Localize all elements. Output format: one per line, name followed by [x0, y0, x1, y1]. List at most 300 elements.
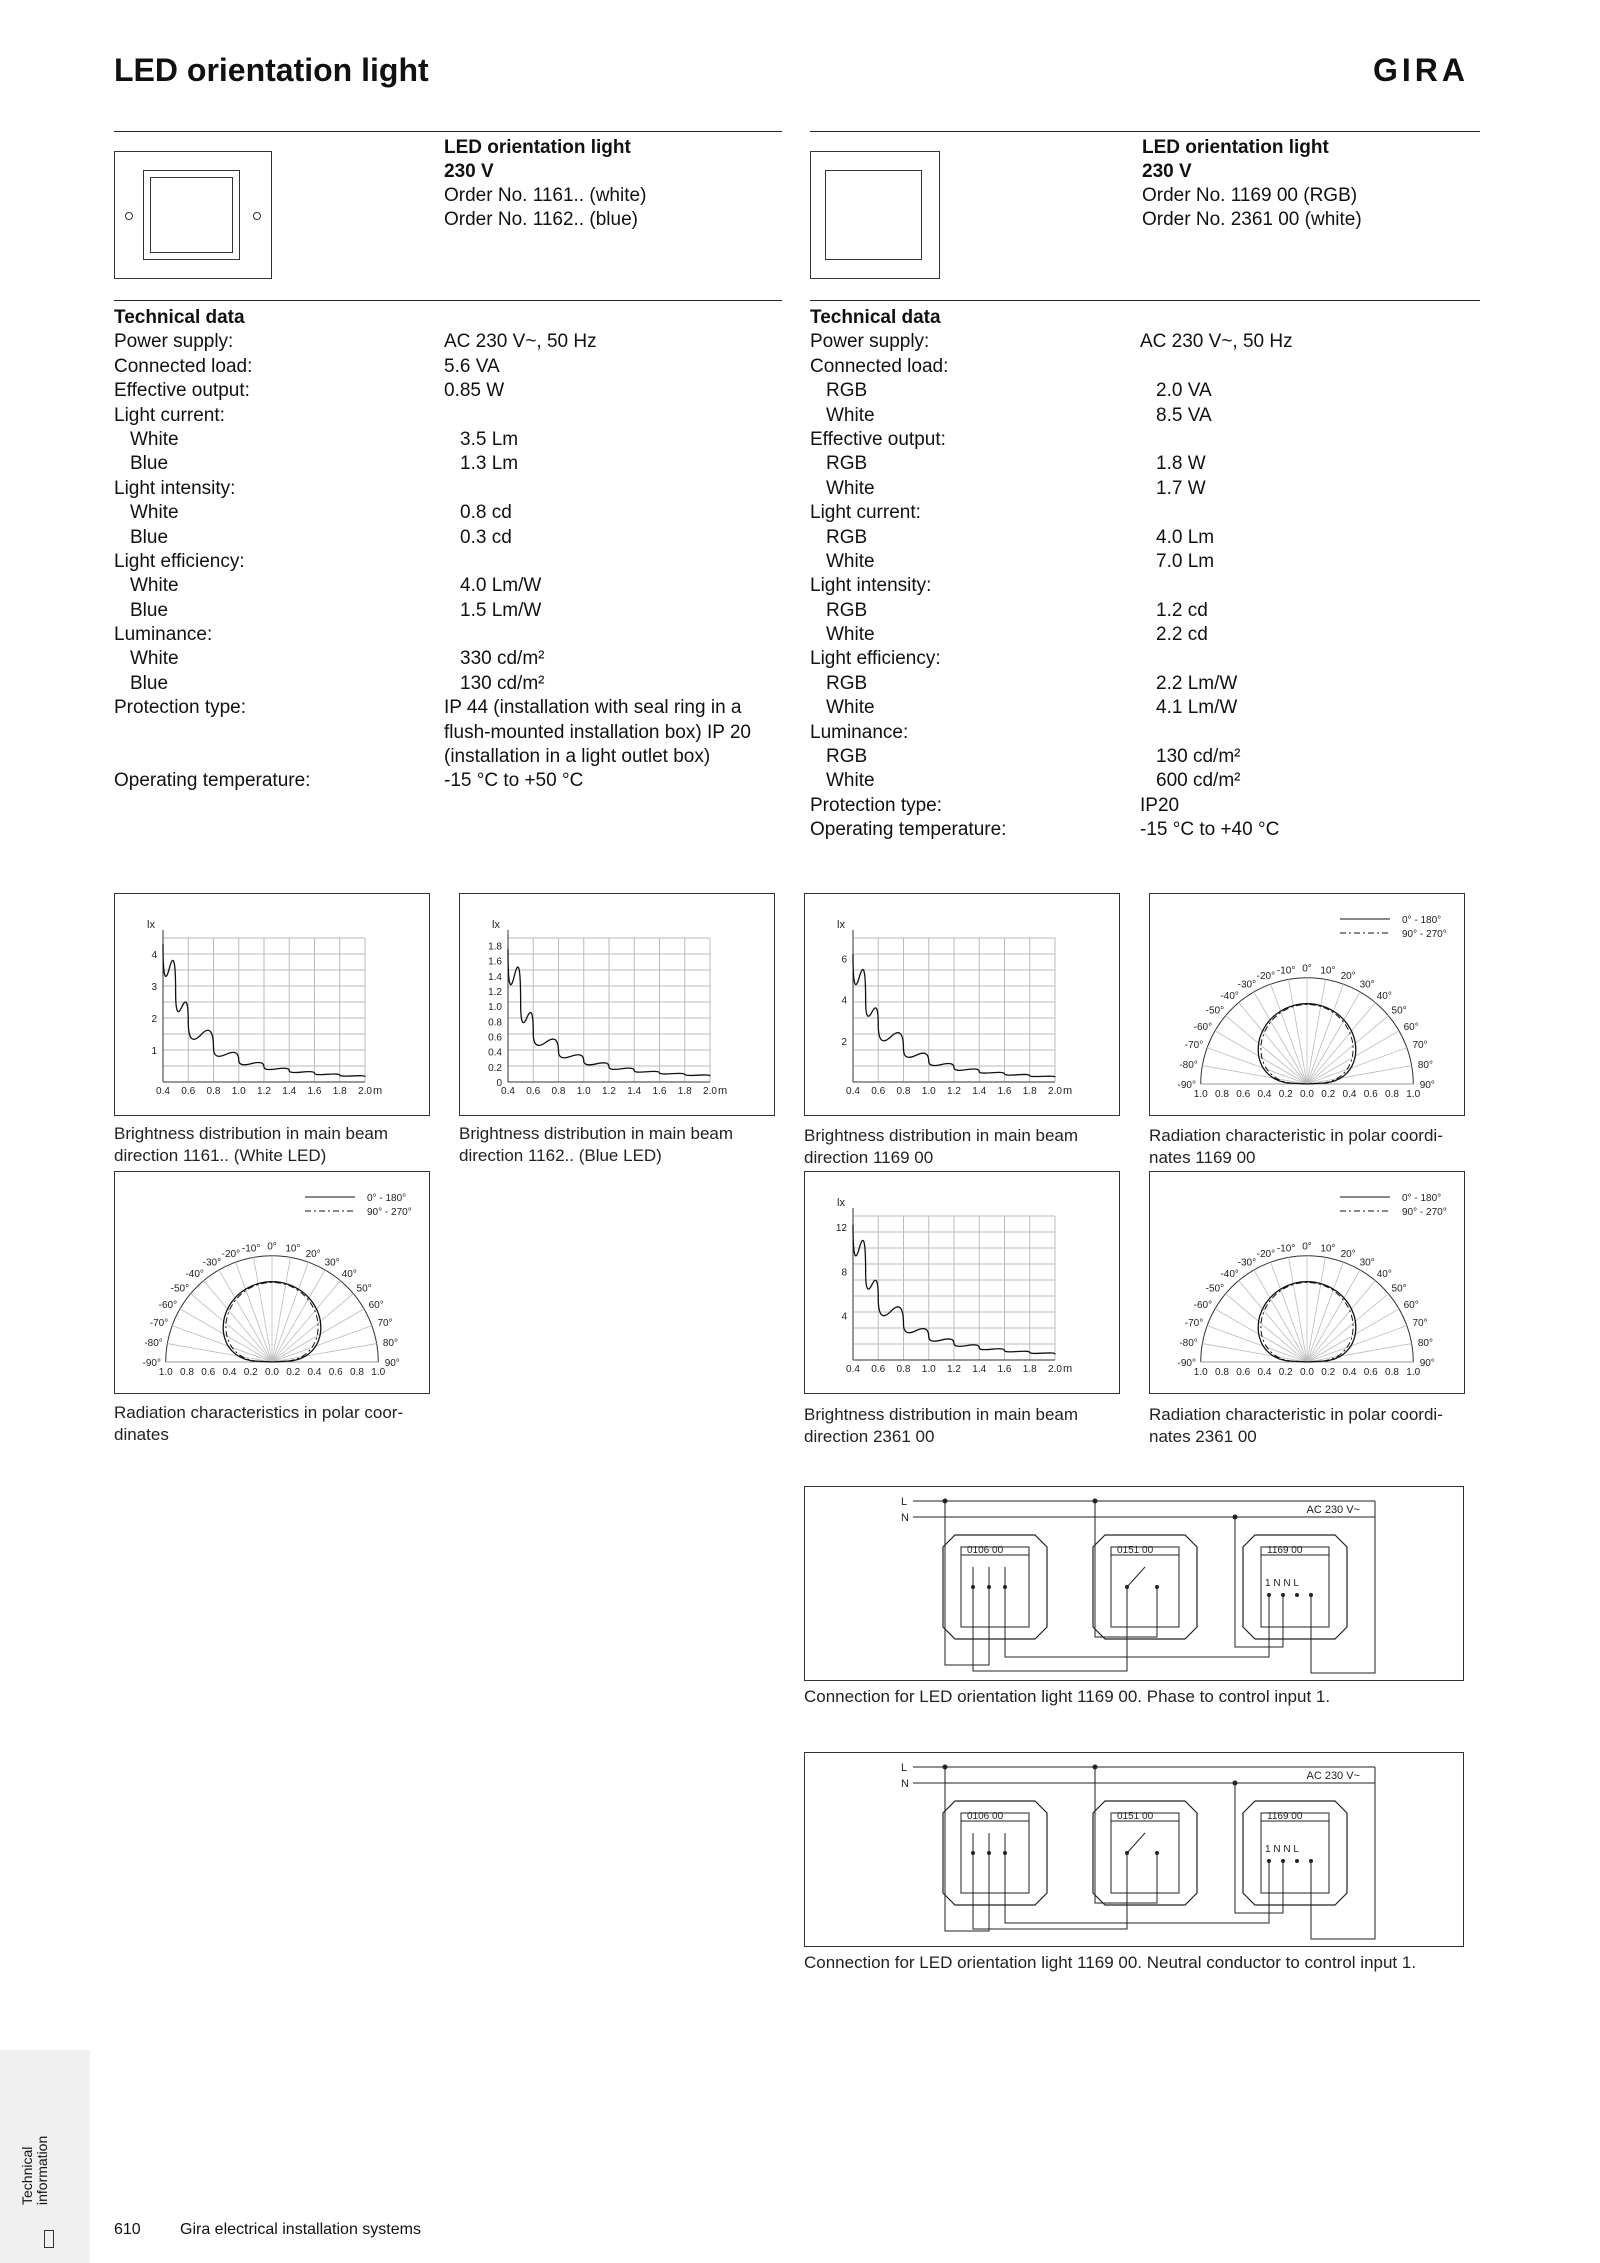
angle-label: -60° — [1193, 1299, 1213, 1311]
legend-label: 90° - 270° — [1402, 1207, 1447, 1218]
y-tick-label: 4 — [151, 950, 157, 961]
brightness-chart-2361 — [805, 1172, 1119, 1393]
order-number: Order No. 1162.. (blue) — [444, 209, 638, 230]
radius-tick-label: 0.2 — [243, 1367, 258, 1378]
tech-rows — [114, 330, 782, 696]
tech-value: -15 °C to +50 °C — [444, 770, 584, 792]
tech-value: 330 cd/m² — [460, 648, 545, 670]
x-axis-label: m — [373, 1085, 383, 1097]
tech-row — [114, 672, 782, 696]
data-point — [979, 1347, 980, 1348]
x-tick-label: 1.4 — [282, 1086, 297, 1097]
radius-tick-label: 1.0 — [1406, 1089, 1421, 1100]
data-point — [213, 1048, 214, 1049]
tech-label: White — [826, 404, 875, 426]
radius-tick-label: 0.8 — [1215, 1089, 1229, 1100]
data-point — [162, 944, 163, 945]
angle-label: 50° — [1391, 1005, 1407, 1017]
tech-value: 8.5 VA — [1156, 404, 1212, 426]
x-axis-label: m — [1063, 1363, 1073, 1375]
tech-label: Connected load: — [114, 355, 253, 377]
x-tick-label: 1.8 — [677, 1086, 692, 1097]
tech-value: 4.0 Lm — [1156, 526, 1215, 548]
wire — [1095, 1501, 1157, 1637]
tech-row — [114, 404, 782, 428]
data-point — [238, 1060, 239, 1061]
y-tick-label: 0.6 — [488, 1032, 502, 1044]
terminal-label: 1 N N L — [1265, 1844, 1299, 1855]
device-label: 1169 00 — [1267, 1545, 1303, 1556]
screw-icon — [125, 212, 133, 220]
order-number: Order No. 2361 00 (white) — [1142, 209, 1362, 230]
tech-value: 5.6 VA — [444, 355, 500, 377]
angle-label: -70° — [1184, 1318, 1204, 1330]
angle-label: -90° — [1177, 1080, 1196, 1091]
x-tick-label: 2.0 — [358, 1086, 372, 1097]
product-image-lens — [825, 170, 922, 260]
tech-value: 1.3 Lm — [460, 453, 519, 475]
tech-row — [114, 501, 782, 525]
product-image-bezel — [143, 170, 240, 260]
tech-value — [1140, 355, 1480, 379]
y-tick-label: 8 — [841, 1267, 847, 1279]
y-tick-label: 1.6 — [488, 956, 502, 968]
tech-label: White — [826, 697, 875, 719]
x-tick-label: 1.4 — [972, 1364, 987, 1375]
caption: Brightness distribution in main beam direction 1169 00 — [804, 1126, 1079, 1167]
data-point — [507, 949, 508, 950]
x-tick-label: 1.8 — [332, 1086, 347, 1097]
x-tick-label: 1.0 — [231, 1086, 246, 1097]
tech-row — [810, 794, 1480, 818]
angle-label: -90° — [1177, 1358, 1196, 1369]
angle-label: 50° — [1391, 1283, 1407, 1295]
angle-label: 40° — [341, 1268, 357, 1280]
y-tick-label: 4 — [841, 1311, 847, 1323]
x-tick-label: 1.8 — [1022, 1086, 1037, 1097]
tech-label: RGB — [826, 526, 868, 548]
radius-tick-label: 0.2 — [1278, 1367, 1293, 1378]
device-label: 0106 00 — [967, 1811, 1004, 1822]
tech-label: Light efficiency: — [114, 550, 245, 572]
tech-row — [114, 355, 782, 379]
tech-label: Protection type: — [810, 794, 943, 816]
data-point — [289, 1070, 290, 1071]
angle-label: -80° — [1179, 1337, 1198, 1349]
tech-value: AC 230 V~, 50 Hz — [444, 331, 597, 353]
data-point — [865, 999, 866, 1000]
device-insert — [1111, 1813, 1179, 1893]
tech-row — [114, 623, 782, 647]
wire — [973, 1853, 1127, 1929]
tech-row — [810, 672, 1480, 696]
angle-label: -10° — [241, 1243, 261, 1255]
angle-label: 70° — [1412, 1318, 1428, 1330]
polar-chart-2361 — [1150, 1172, 1464, 1393]
angle-label: 10° — [1320, 965, 1336, 977]
tech-row — [810, 428, 1480, 452]
tech-value: IP 44 (installation with seal ring in a flush-mounted installation box) IP 20 (installation in a light outlet box) — [444, 697, 751, 768]
tech-value: 3.5 Lm — [460, 428, 519, 450]
y-tick-label: 1 — [151, 1046, 157, 1057]
angle-label: -50° — [170, 1283, 190, 1295]
x-tick-label: 0.4 — [156, 1086, 170, 1097]
tech-rows — [810, 330, 1480, 842]
angle-label: -70° — [149, 1318, 169, 1330]
tech-label: RGB — [826, 672, 868, 694]
angle-label: 80° — [1417, 1059, 1433, 1071]
tech-label: Blue — [130, 672, 169, 694]
wire-label-N: N — [901, 1512, 909, 1524]
tech-label: Light intensity: — [810, 575, 932, 597]
legend-label: 90° - 270° — [367, 1207, 412, 1218]
angle-label: -10° — [1276, 1243, 1296, 1255]
y-tick-label: 1.2 — [488, 987, 502, 999]
data-point — [659, 1072, 660, 1073]
tech-value: 1.8 W — [1156, 453, 1206, 475]
data-point — [583, 1060, 584, 1061]
divider — [810, 131, 1480, 132]
tech-value: 600 cd/m² — [1156, 770, 1241, 792]
device-label: 0151 00 — [1117, 1545, 1154, 1556]
tech-label: White — [826, 770, 875, 792]
divider — [810, 300, 1480, 301]
y-tick-label: 0.2 — [488, 1062, 502, 1074]
tech-row — [810, 623, 1480, 647]
data-point — [953, 1067, 954, 1068]
x-tick-label: 2.0 — [1048, 1364, 1062, 1375]
brightness-chart-1161 — [115, 894, 429, 1115]
tech-value: 1.5 Lm/W — [460, 599, 542, 621]
wire — [1005, 1587, 1269, 1657]
data-point — [1054, 1076, 1055, 1077]
x-axis-label: m — [718, 1085, 728, 1097]
data-point — [979, 1071, 980, 1072]
y-axis-label: lx — [147, 919, 155, 931]
angle-label: -30° — [1237, 1257, 1257, 1269]
tech-row — [810, 574, 1480, 598]
data-point — [953, 1343, 954, 1344]
tech-row — [114, 477, 782, 501]
y-tick-label: 0.8 — [488, 1017, 502, 1029]
angle-label: 20° — [1340, 1248, 1356, 1260]
y-tick-label: 3 — [151, 982, 157, 993]
tech-row — [810, 550, 1480, 574]
angle-label: -80° — [144, 1337, 163, 1349]
tech-row — [810, 501, 1480, 525]
angle-label: 90° — [1419, 1358, 1435, 1369]
angle-label: 0° — [267, 1241, 277, 1253]
data-point — [263, 1066, 264, 1067]
x-tick-label: 1.6 — [652, 1086, 667, 1097]
tech-value — [1140, 647, 1480, 671]
angle-label: -30° — [1237, 979, 1257, 991]
tech-value — [1140, 501, 1480, 525]
chart-box-1162 — [459, 893, 775, 1116]
product-image-frame — [810, 151, 940, 279]
data-point — [1004, 1350, 1005, 1351]
x-tick-label: 2.0 — [1048, 1086, 1062, 1097]
tech-row — [114, 379, 782, 403]
footer-text: Gira electrical installation systems — [180, 2221, 421, 2238]
angle-label: 0° — [1302, 963, 1312, 975]
tech-label: Blue — [130, 453, 169, 475]
x-tick-label: 0.6 — [871, 1086, 886, 1097]
product-image-lens — [150, 177, 233, 253]
data-point — [928, 1061, 929, 1062]
data-point — [684, 1074, 685, 1075]
data-point — [314, 1073, 315, 1074]
legend-label: 0° - 180° — [367, 1193, 407, 1204]
wire — [945, 1501, 989, 1665]
tech-row — [810, 647, 1480, 671]
tech-label: White — [826, 477, 875, 499]
data-point — [709, 1075, 710, 1076]
y-axis-label: lx — [837, 919, 845, 931]
angle-label: 50° — [356, 1283, 372, 1295]
product-name: LED orientation light — [1142, 137, 1329, 158]
tech-value — [444, 623, 782, 647]
tech-row-temperature — [114, 769, 782, 793]
x-tick-label: 1.0 — [921, 1364, 936, 1375]
chart-box-2361 — [804, 1171, 1120, 1394]
tech-row — [810, 526, 1480, 550]
wire — [1311, 1501, 1375, 1673]
x-tick-label: 1.2 — [947, 1364, 961, 1375]
tech-value — [444, 550, 782, 574]
x-tick-label: 1.8 — [1022, 1364, 1037, 1375]
angle-label: 30° — [1359, 1257, 1375, 1269]
data-point — [558, 1051, 559, 1052]
x-axis-label: m — [1063, 1085, 1073, 1097]
y-tick-label: 6 — [841, 954, 847, 966]
radius-tick-label: 0.6 — [1363, 1089, 1378, 1100]
tech-heading: Technical data — [810, 307, 941, 328]
tech-heading: Technical data — [114, 307, 245, 328]
radius-tick-label: 0.8 — [1385, 1367, 1399, 1378]
product-image-frame — [114, 151, 272, 279]
tech-label: Connected load: — [810, 355, 949, 377]
angle-label: -90° — [142, 1358, 161, 1369]
tech-row — [810, 379, 1480, 403]
data-point — [878, 1297, 879, 1298]
tech-value: 1.7 W — [1156, 477, 1206, 499]
tech-row — [114, 647, 782, 671]
product-info-left — [444, 136, 646, 232]
product-voltage: 230 V — [444, 161, 494, 182]
angle-label: 80° — [382, 1337, 398, 1349]
y-tick-label: 1.8 — [488, 941, 502, 953]
radius-tick-label: 0.6 — [328, 1367, 343, 1378]
wiring-diagram-neutral — [804, 1752, 1464, 1947]
tech-row — [810, 818, 1480, 842]
tech-value: -15 °C to +40 °C — [1140, 819, 1280, 841]
supply-label: AC 230 V~ — [1306, 1770, 1360, 1782]
y-tick-label: 4 — [841, 995, 847, 1007]
tech-row — [114, 526, 782, 550]
angle-label: 70° — [1412, 1040, 1428, 1052]
tech-value — [444, 477, 782, 501]
tech-label: Light efficiency: — [810, 648, 941, 670]
angle-label: -20° — [221, 1248, 241, 1260]
divider — [114, 300, 782, 301]
tech-label: Light intensity: — [114, 477, 236, 499]
wire-label-L: L — [901, 1496, 908, 1508]
tech-label: Effective output: — [114, 380, 250, 402]
tech-label: White — [130, 648, 179, 670]
radius-tick-label: 0.4 — [1257, 1367, 1272, 1378]
data-point — [1004, 1073, 1005, 1074]
tech-value: AC 230 V~, 50 Hz — [1140, 331, 1293, 353]
angle-label: -70° — [1184, 1040, 1204, 1052]
radius-tick-label: 1.0 — [1193, 1367, 1208, 1378]
data-point — [852, 1224, 853, 1225]
radius-tick-label: 1.0 — [1193, 1089, 1208, 1100]
tech-row — [810, 599, 1480, 623]
data-point — [852, 954, 853, 955]
caption: Radiation characteristic in polar coordi-nates 1169 00 — [1149, 1126, 1443, 1167]
tech-row — [810, 477, 1480, 501]
tech-label: Blue — [130, 599, 169, 621]
tech-row-protection — [114, 696, 782, 769]
divider — [114, 131, 782, 132]
product-voltage: 230 V — [1142, 161, 1192, 182]
data-point — [520, 1002, 521, 1003]
radius-tick-label: 0.4 — [1257, 1089, 1272, 1100]
x-tick-label: 0.8 — [551, 1086, 566, 1097]
x-tick-label: 1.2 — [602, 1086, 616, 1097]
tech-row — [810, 330, 1480, 354]
order-number: Order No. 1161.. (white) — [444, 185, 647, 206]
y-tick-label: 1.4 — [488, 971, 502, 983]
data-point — [533, 1032, 534, 1033]
radius-tick-label: 0.8 — [1385, 1089, 1399, 1100]
switch-line — [1127, 1833, 1145, 1853]
angle-label: 10° — [285, 1243, 301, 1255]
angle-label: 20° — [305, 1248, 321, 1260]
tech-row — [114, 599, 782, 623]
radius-tick-label: 0.4 — [1342, 1367, 1357, 1378]
polar-chart-1161 — [115, 1172, 429, 1393]
order-number: Order No. 1169 00 (RGB) — [1142, 185, 1358, 206]
polar-chart-1169 — [1150, 894, 1464, 1115]
caption: Brightness distribution in main beam direction 2361 00 — [804, 1405, 1079, 1446]
wiring-diagram-phase — [804, 1486, 1464, 1681]
tech-value: 4.1 Lm/W — [1156, 697, 1238, 719]
terminal-dot — [1295, 1593, 1299, 1597]
tech-value: 4.0 Lm/W — [460, 575, 542, 597]
tech-value: 2.2 Lm/W — [1156, 672, 1238, 694]
angle-label: -30° — [202, 1257, 222, 1269]
tech-label: Luminance: — [810, 721, 909, 743]
x-tick-label: 1.6 — [997, 1086, 1012, 1097]
angle-label: -20° — [1256, 970, 1276, 982]
x-tick-label: 0.4 — [501, 1086, 515, 1097]
tech-label: Light current: — [114, 404, 225, 426]
polar-box — [114, 1171, 430, 1394]
radius-tick-label: 0.8 — [1215, 1367, 1229, 1378]
x-tick-label: 0.4 — [846, 1086, 860, 1097]
angle-label: 60° — [1403, 1299, 1419, 1311]
polar-box-2361 — [1149, 1171, 1465, 1394]
tech-label: Protection type: — [114, 697, 247, 719]
wiring-svg — [805, 1753, 1463, 1946]
tech-value: IP20 — [1140, 794, 1180, 816]
tech-row — [114, 330, 782, 354]
radius-tick-label: 0.8 — [180, 1367, 194, 1378]
radius-tick-label: 0.2 — [286, 1367, 301, 1378]
tech-value: 0.3 cd — [460, 526, 512, 548]
tech-label: Blue — [130, 526, 169, 548]
legend-label: 90° - 270° — [1402, 929, 1447, 940]
tech-label: RGB — [826, 746, 868, 768]
radius-tick-label: 0.4 — [1342, 1089, 1357, 1100]
info-icon — [44, 2230, 54, 2248]
radius-tick-label: 0.0 — [1300, 1089, 1314, 1100]
caption: Radiation characteristic in polar coordi-nates 2361 00 — [1149, 1405, 1443, 1446]
tech-label: RGB — [826, 453, 868, 475]
data-point — [175, 992, 176, 993]
angle-label: -80° — [1179, 1059, 1198, 1071]
data-point — [903, 1324, 904, 1325]
angle-label: 70° — [377, 1318, 393, 1330]
angle-label: -40° — [185, 1268, 204, 1280]
radius-tick-label: 1.0 — [371, 1367, 386, 1378]
tech-row — [114, 428, 782, 452]
tech-row — [810, 769, 1480, 793]
radius-tick-label: 1.0 — [158, 1367, 173, 1378]
x-tick-label: 1.4 — [627, 1086, 642, 1097]
brightness-chart-1169 — [805, 894, 1119, 1115]
radius-tick-label: 1.0 — [1406, 1367, 1421, 1378]
product-name: LED orientation light — [444, 137, 631, 158]
legend-label: 0° - 180° — [1402, 915, 1442, 926]
terminal-dot — [1295, 1859, 1299, 1863]
y-tick-label: 12 — [835, 1223, 847, 1235]
tech-label: RGB — [826, 599, 868, 621]
tech-row — [114, 550, 782, 574]
wire — [945, 1767, 989, 1931]
y-axis-label: lx — [492, 919, 500, 931]
angle-label: -10° — [1276, 965, 1296, 977]
angle-label: 90° — [384, 1358, 400, 1369]
tech-row — [810, 404, 1480, 428]
tech-label: Power supply: — [114, 331, 234, 353]
y-tick-label: 0.4 — [488, 1047, 502, 1059]
tech-label: White — [826, 624, 875, 646]
tech-label: Operating temperature: — [810, 819, 1007, 841]
tech-value — [1140, 428, 1480, 452]
page-number: 610 — [114, 2221, 141, 2238]
tech-label: Operating temperature: — [114, 770, 311, 792]
tech-row — [810, 745, 1480, 769]
x-tick-label: 0.8 — [896, 1364, 911, 1375]
tech-value: 2.0 VA — [1156, 380, 1212, 402]
angle-label: -60° — [1193, 1021, 1213, 1033]
radius-tick-label: 0.2 — [1321, 1367, 1336, 1378]
wire — [1311, 1767, 1375, 1939]
tech-value: 130 cd/m² — [1156, 746, 1241, 768]
wire — [1005, 1853, 1269, 1923]
angle-label: 40° — [1376, 1268, 1392, 1280]
device-insert — [1111, 1547, 1179, 1627]
x-tick-label: 1.4 — [972, 1086, 987, 1097]
x-tick-label: 0.8 — [206, 1086, 221, 1097]
angle-label: 30° — [324, 1257, 340, 1269]
data-point — [903, 1048, 904, 1049]
angle-label: 60° — [1403, 1021, 1419, 1033]
terminal-label: 1 N N L — [1265, 1578, 1299, 1589]
